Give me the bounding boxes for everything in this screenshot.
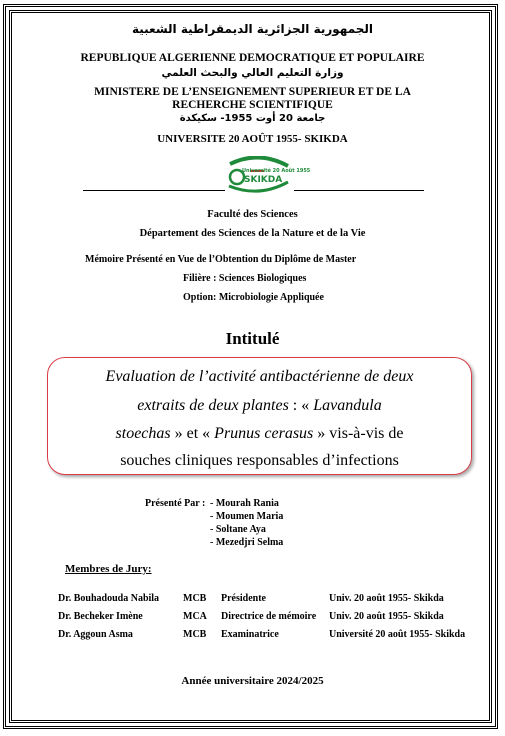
jury-role: Présidente bbox=[221, 593, 266, 604]
title-line-3-part-c: Prunus cerasus bbox=[214, 425, 314, 442]
jury-grade: MCB bbox=[183, 629, 207, 640]
university-title: UNIVERSITE 20 AOÛT 1955- SKIKDA bbox=[157, 133, 348, 145]
title-line-1: Evaluation de l’activité antibactérienne de deux bbox=[105, 368, 414, 385]
jury-name: Dr. Aggoun Asma bbox=[58, 629, 133, 640]
jury-institution: Univ. 20 août 1955- Skikda bbox=[329, 611, 444, 622]
filiere-line: Filière : Sciences Biologiques bbox=[183, 273, 307, 284]
option-line: Option: Microbiologie Appliquée bbox=[183, 292, 324, 303]
ministry-title-line2: RECHERCHE SCIENTIFIQUE bbox=[172, 99, 333, 111]
logo-rule-right bbox=[294, 190, 424, 191]
logo-text-main: SKIKDA bbox=[244, 175, 283, 185]
jury-name: Dr. Becheker Imène bbox=[58, 611, 143, 622]
arabic-university-title: جامعة 20 أوت 1955- سكيكدة bbox=[179, 113, 326, 124]
student-name: - Soltane Aya bbox=[210, 524, 266, 535]
jury-name: Dr. Bouhadouda Nabila bbox=[58, 593, 160, 604]
jury-role: Examinatrice bbox=[221, 629, 279, 640]
title-line-2-part-c: Lavandula bbox=[313, 397, 382, 414]
title-line-3 bbox=[47, 425, 472, 443]
jury-grade: MCA bbox=[183, 611, 207, 622]
title-line-3-part-d: » vis-à-vis de bbox=[313, 425, 404, 442]
title-line-3-part-a: stoechas bbox=[115, 425, 171, 442]
title-line-2-part-b: : « bbox=[288, 397, 314, 414]
jury-institution: Univ. 20 août 1955- Skikda bbox=[329, 593, 444, 604]
jury-grade: MCB bbox=[183, 593, 207, 604]
memoire-statement: Mémoire Présenté en Vue de l’Obtention du Diplôme de Master bbox=[85, 254, 357, 265]
student-name: - Mezedjri Selma bbox=[210, 537, 284, 548]
jury-heading: Membres de Jury: bbox=[65, 563, 152, 575]
logo-text-top: Université 20 Août 1955 bbox=[242, 168, 311, 174]
jury-institution: Université 20 août 1955- Skikda bbox=[329, 629, 466, 640]
title-line-4: souches cliniques responsables d’infections bbox=[120, 452, 399, 469]
university-logo bbox=[224, 156, 311, 196]
academic-year: Année universitaire 2024/2025 bbox=[181, 675, 324, 687]
intitule-heading: Intitulé bbox=[225, 329, 280, 348]
arabic-ministry-title: وزارة التعليم العالي والبحث العلمي bbox=[161, 67, 344, 79]
student-name: - Mourah Rania bbox=[210, 498, 279, 509]
republic-title: REPUBLIQUE ALGERIENNE DEMOCRATIQUE ET POPULAIRE bbox=[80, 52, 425, 64]
faculty-name: Faculté des Sciences bbox=[207, 209, 298, 220]
presented-by-label: Présenté Par : bbox=[145, 498, 206, 509]
department-name: Département des Sciences de la Nature et de la Vie bbox=[139, 228, 366, 239]
title-line-2 bbox=[47, 397, 472, 415]
arabic-republic-title: الجمهورية الجزائرية الديمقراطية الشعبية bbox=[131, 22, 374, 36]
student-name: - Moumen Maria bbox=[210, 511, 284, 522]
title-line-2-part-a: extraits de deux plantes bbox=[137, 397, 289, 414]
title-line-3-part-b: » et « bbox=[170, 425, 215, 442]
ministry-title-line1: MINISTERE DE L’ENSEIGNEMENT SUPERIEUR ET DE LA bbox=[94, 86, 411, 98]
jury-role: Directrice de mémoire bbox=[221, 611, 317, 622]
logo-rule-left bbox=[83, 190, 225, 191]
